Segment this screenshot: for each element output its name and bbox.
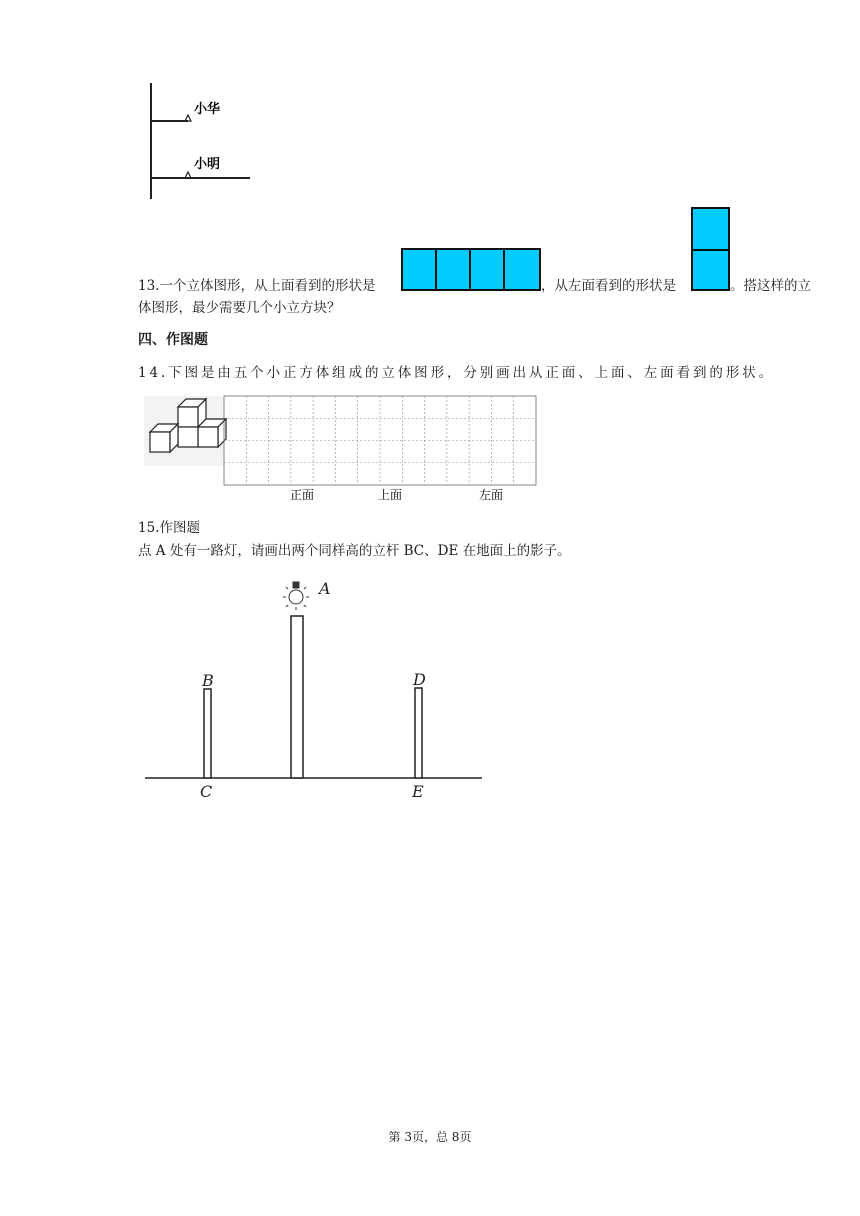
q13-left-view-cell — [691, 249, 730, 291]
lamp-post — [291, 616, 303, 778]
q14-label-left: 左面 — [479, 488, 504, 502]
pole-de — [415, 688, 422, 778]
q14-text: 14.下图是由五个小正方体组成的立体图形，分别画出从正面、上面、左面看到的形状。 — [138, 365, 775, 381]
q12-label-xiaohua: 小华 — [194, 102, 221, 117]
pole-bc — [204, 689, 211, 778]
point-label-e: E — [412, 782, 424, 801]
point-label-b: B — [202, 671, 214, 690]
lamp-bulb-icon — [283, 582, 309, 610]
q15-figure — [140, 575, 490, 805]
q13-top-view — [401, 248, 541, 291]
q13-text-line2: 体图形，最少需要几个小立方块？ — [138, 300, 341, 316]
q13-top-view-cell — [401, 248, 437, 291]
q14-figure — [140, 390, 545, 505]
q15-title: 15.作图题 — [138, 520, 200, 536]
q13-left-view-cell — [691, 207, 730, 251]
q13-text-suffix: 。搭这样的立 — [730, 278, 811, 294]
q13-text-middle: ，从左面看到的形状是 — [541, 278, 676, 294]
q15-text: 点 A 处有一路灯，请画出两个同样高的立杆 BC、DE 在地面上的影子。 — [138, 543, 571, 559]
q13-left-view — [691, 207, 730, 291]
q13-top-view-cell — [503, 248, 541, 291]
q14-label-top: 上面 — [378, 488, 403, 502]
point-label-d: D — [413, 670, 426, 689]
q12-label-xiaoming: 小明 — [194, 157, 221, 172]
q13-top-view-cell — [469, 248, 505, 291]
q13-top-view-cell — [435, 248, 471, 291]
page-footer: 第 3页，总 8页 — [388, 1130, 472, 1144]
section-title: 四、作图题 — [138, 332, 208, 348]
q12-figure — [140, 75, 270, 205]
q14-label-front: 正面 — [290, 488, 315, 502]
point-label-a: A — [319, 579, 331, 598]
point-label-c: C — [200, 782, 213, 801]
q13-text-prefix: 13.一个立体图形，从上面看到的形状是 — [138, 278, 376, 294]
